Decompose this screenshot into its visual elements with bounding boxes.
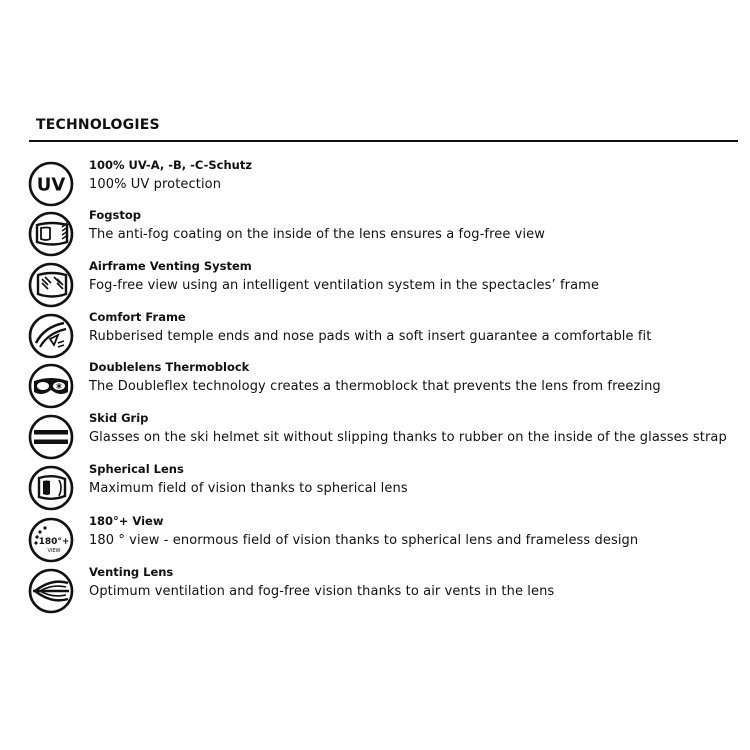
- item-title: Doublelens Thermoblock: [89, 360, 250, 374]
- item-title: Comfort Frame: [89, 310, 186, 324]
- section-title: TECHNOLOGIES: [36, 117, 160, 133]
- item-title: Spherical Lens: [89, 462, 184, 476]
- doublelens-thermoblock-icon: [28, 363, 74, 409]
- svg-text:UV: UV: [36, 174, 66, 196]
- fogstop-icon: [28, 211, 74, 257]
- list-item: [28, 360, 743, 408]
- airframe-venting-icon: [28, 262, 74, 308]
- list-item: [28, 411, 743, 459]
- venting-lens-icon: [28, 568, 74, 614]
- comfort-frame-icon: [28, 313, 74, 359]
- item-title: Fogstop: [89, 208, 141, 222]
- item-description: The Doubleflex technology creates a thermoblock that prevents the lens from freezing: [89, 379, 661, 394]
- list-item: [28, 259, 743, 307]
- list-item: [28, 462, 743, 510]
- list-item: [28, 158, 743, 206]
- item-description: Maximum field of vision thanks to spherical lens: [89, 481, 408, 496]
- item-title: Airframe Venting System: [89, 259, 252, 273]
- svg-text:180°+: 180°+: [38, 537, 70, 547]
- item-description: The anti-fog coating on the inside of the lens ensures a fog-free view: [89, 227, 546, 242]
- item-description: 100% UV protection: [89, 177, 222, 192]
- item-title: Skid Grip: [89, 411, 149, 425]
- item-description: Glasses on the ski helmet sit without slipping thanks to rubber on the inside of the glasses strap: [89, 430, 727, 445]
- list-item: [28, 514, 743, 562]
- uv-protection-icon: [28, 161, 74, 207]
- item-description: Optimum ventilation and fog-free vision thanks to air vents in the lens: [89, 584, 555, 599]
- svg-text:VIEW: VIEW: [47, 548, 61, 554]
- spherical-lens-icon: [28, 465, 74, 511]
- item-title: Venting Lens: [89, 565, 174, 579]
- item-description: Fog-free view using an intelligent ventilation system in the spectacles’ frame: [89, 278, 600, 293]
- item-title: 100% UV-A, -B, -C-Schutz: [89, 158, 253, 172]
- list-item: [28, 565, 743, 613]
- item-title: 180°+ View: [89, 514, 164, 528]
- view-180-icon: [28, 517, 74, 563]
- list-item: [28, 208, 743, 256]
- list-item: [28, 310, 743, 358]
- item-description: 180 ° view - enormous field of vision thanks to spherical lens and frameless design: [89, 533, 639, 548]
- item-description: Rubberised temple ends and nose pads with a soft insert guarantee a comfortable fit: [89, 329, 652, 344]
- skid-grip-icon: [28, 414, 74, 460]
